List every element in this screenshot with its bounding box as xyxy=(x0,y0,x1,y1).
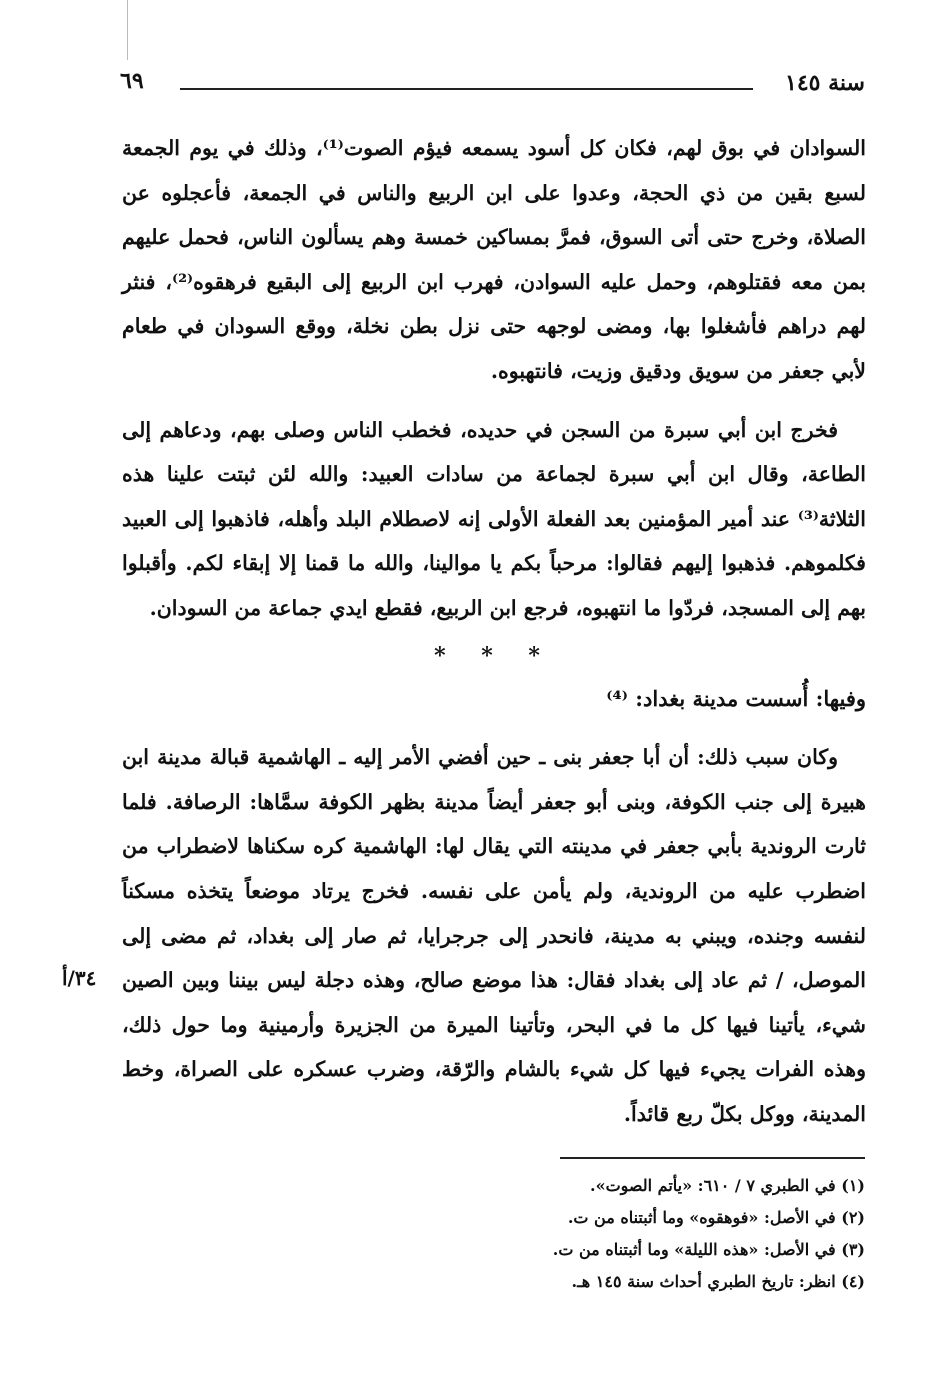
footnote-2: (٢) في الأصل: «فوهقوه» وما أثبتناه من ت. xyxy=(567,1208,865,1227)
manuscript-folio-note: ٣٤/أ xyxy=(62,966,97,990)
section-heading: وفيها: أُسست مدينة بغداد: ⁽⁴⁾ xyxy=(606,685,866,711)
header-rule xyxy=(180,88,753,90)
paragraph-1: السوادان في بوق لهم، فكان كل أسود يسمعه فيؤم الصوت⁽¹⁾، وذلك في يوم الجمعة لسبع بقين من ذي الحجة، وعدوا على ابن الربيع والناس في الجمعة، فأعجلوه عن الصلاة، وخرج حتى أتى السوق، فمرَّ بمساكين خمسة وهم يسألون الناس، فحمل عليهم بمن معه فقتلوهم، وحمل عليه السوادن، فهرب ابن الربيع إلى البقيع فرهقوه⁽²⁾، فنثر لهم دراهم فأشغلوا بها، ومضى لوجهه حتى نزل بطن نخلة، ووقع السودان في طعام لأبي جعفر من سويق ودقيق وزيت، فانتهبوه. xyxy=(122,136,866,383)
footnote-4: (٤) انظر: تاريخ الطبري أحداث سنة ١٤٥ هـ. xyxy=(571,1272,865,1291)
footnote-rule xyxy=(560,1157,865,1159)
paragraph-3: وكان سبب ذلك: أن أبا جعفر بنى ـ حين أفضي الأمر إليه ـ الهاشمية قبالة مدينة ابن هبيرة إلى جنب الكوفة، وبنى أبو جعفر أيضاً مدينة بظهر الكوفة سمَّاها: الرصافة. فلما ثارت الروندية بأبي جعفر في مدينته التي يقال لها: الهاشمية كره سكناها لاضطراب من اضطرب عليه من الروندية، ولم يأمن على نفسه. فخرج يرتاد موضعاً يتخذه مسكناً لنفسه وجنده، ويبني به مدينة، فانحدر إلى جرجرايا، ثم صار إلى بغداد، ثم مضى إلى الموصل، / ثم عاد إلى بغداد فقال: هذا موضع صالح، وهذه دجلة ليس بيننا وبين الصين شيء، يأتينا فيها كل ما في البحر، وتأتينا الميرة من الجزيرة وأرمينية وما حول ذلك، وهذه الفرات يجيء فيها كل شيء بالشام والرّقة، وضرب عسكره على الصراة، وخط المدينة، ووكل بكلّ ربع قائداً. xyxy=(122,745,866,1126)
section-separator: * * * xyxy=(434,642,554,669)
running-header xyxy=(120,70,865,104)
paragraph-2: فخرج ابن أبي سبرة من السجن في حديده، فخطب الناس وصلى بهم، ودعاهم إلى الطاعة، وقال ابن أبي سبرة لجماعة من سادات العبيد: والله لئن ثبتت علينا هذه الثلاثة⁽³⁾ عند أمير المؤمنين بعد الفعلة الأولى إنه لاصطلام البلد وأهله، فاذهبوا إلى العبيد فكلموهم. فذهبوا إليهم فقالوا: مرحباً بكم يا موالينا، والله ما قمنا إلا إبقاء لكم. وأقبلوا بهم إلى المسجد، فردّوا ما انتهبوه، فرجع ابن الربيع، فقطع ايدي جماعة من السودان. xyxy=(122,417,866,620)
page-number: ٦٩ xyxy=(120,68,144,94)
footnotes xyxy=(365,1170,865,1298)
main-text xyxy=(122,126,866,1136)
header-title: سنة ١٤٥ xyxy=(785,70,865,96)
footnote-1: (١) في الطبري ٧ / ٦١٠: «يأتم الصوت». xyxy=(590,1176,865,1195)
page-edge-mark xyxy=(127,0,128,60)
footnote-3: (٣) في الأصل: «هذه الليلة» وما أثبتناه من ت. xyxy=(552,1240,865,1259)
